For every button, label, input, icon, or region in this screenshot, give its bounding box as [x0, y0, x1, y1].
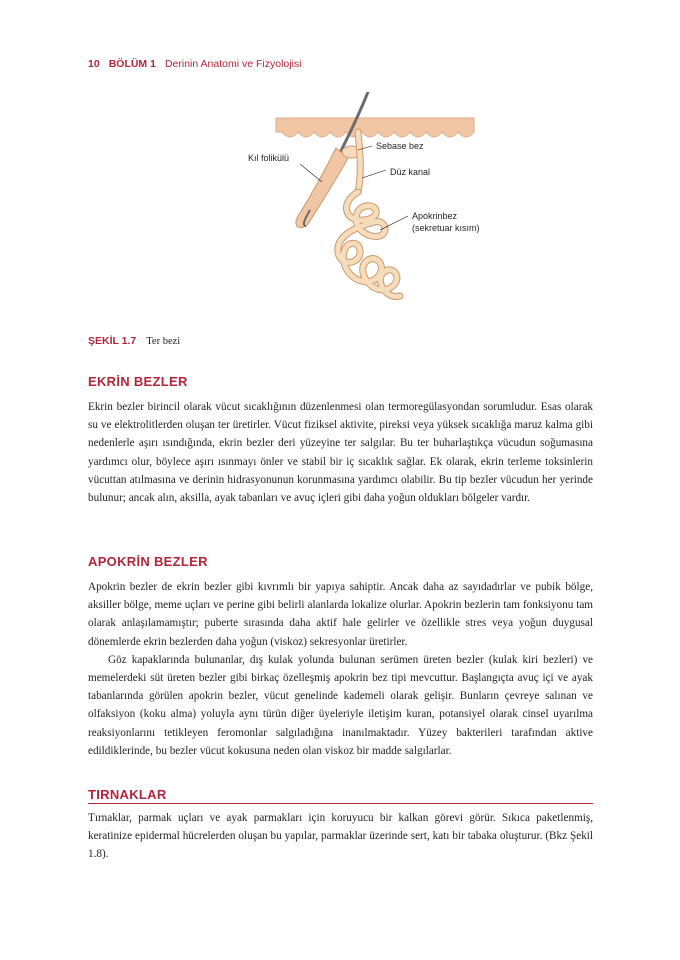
figure-caption — [88, 335, 180, 347]
heading-eccrine-glands: EKRİN BEZLER — [88, 374, 188, 389]
chapter-label: BÖLÜM 1 — [108, 58, 156, 70]
label-apocrine-gland: Apokrinbez — [412, 211, 458, 221]
apocrine-paragraph-1: Apokrin bezler de ekrin bezler gibi kıvrımlı bir yapıya sahiptir. Ancak daha az sayıdadırlar ve pubik bölge, aksiller bölge, meme uçları ve perine gibi belirli alanlarda lokalize olurlar. Apokrin bezlerin tam fonksiyonu tam olarak anlaşılamamıştır; puberte sırasında daha aktif hale gelirler ve özellikle stres veya yoğun duygusal dönemlerde ekrin bezlerden daha yoğun (viskoz) sekresyonlar üretirler. — [88, 581, 593, 648]
page-number: 10 — [88, 58, 100, 70]
label-duct: Düz kanal — [390, 167, 431, 177]
caption-text: Ter bezi — [146, 336, 181, 347]
chapter-title: Derinin Anatomi ve Fizyolojisi — [164, 58, 302, 70]
label-sebaceous-gland: Sebase bez — [376, 141, 424, 151]
label-secretory-part: (sekretuar kısım) — [412, 223, 480, 233]
nails-paragraph-block — [88, 809, 593, 864]
heading-nails: TIRNAKLAR — [88, 787, 593, 804]
caption-number: ŞEKİL 1.7 — [88, 335, 137, 347]
hair-follicle — [296, 148, 348, 228]
eccrine-paragraph: Ekrin bezler birincil olarak vücut sıcaklığının düzenlenmesi olan termoregülasyondan sorumludur. Esas olarak su ve elektrolitlerden oluşan ter üretirler. Vücut fiziksel aktivite, pireksi veya yüksek sıcaklığa maruz kalma gibi nedenlerle aşırı ısındığında, ekrin bezler deri yüzeyine ter salgılar. Bu ter buharlaştıkça vücudun soğumasına yardımcı olur, böylece aşırı ısınmayı önler ve stabil bir iç sıcaklık sağlar. Ek olarak, ekrin terleme toksinlerin vücuttan atılmasına ve derinin hidrasyonunun korunmasına yardımcı olabilir. Bu tip bezler vücudun her yerinde bulunur; ancak alın, aksilla, ayak tabanları ve avuç içleri gibi daha yoğun oldukları bölgeler vardır. — [88, 401, 593, 505]
running-head — [88, 58, 302, 70]
heading-apocrine-glands: APOKRİN BEZLER — [88, 554, 208, 569]
apocrine-paragraph-2: Göz kapaklarında bulunanlar, dış kulak yolunda bulunan serümen üreten bezler (kulak kiri bezleri) ve memelerdeki süt üreten bezler gibi birkaç özelleşmiş apokrin bez tipi mevcuttur. Başlangıçta avuç içi ve ayak tabanlarında görülen apokrin bezler, vücut genelinde kademeli olarak gelişir. Bunların çevreye salınan ve olfaksiyon (koku alma) yoluyla aynı türün diğer üyeleriyle iletişim kuran, potansiyel olarak cinsel uyarılma reaksiyonlarını tetikleyen feromonlar salgıladığına inanılmaktadır. Yüzey bakterileri tarafından aktive edildiklerinde, bu bezler vücut kokusuna neden olan viskoz bir madde salgılarlar. — [88, 653, 593, 757]
sweat-gland-figure — [240, 92, 510, 332]
sweat-gland-illustration — [240, 92, 510, 332]
eccrine-paragraph-block — [88, 398, 593, 507]
label-hair-follicle: Kıl folikülü — [248, 153, 290, 163]
nails-paragraph: Tırnaklar, parmak uçları ve ayak parmakları için koruyucu bir kalkan görevi görür. Sıkıca paketlenmiş, keratinize epidermal hücrelerden oluşan bu yapılar, parmaklar üzerinde sert, katı bir tabaka oluşturur. (Bkz Şekil 1.8). — [88, 812, 593, 861]
apocrine-paragraph-block — [88, 578, 593, 760]
skin-surface — [276, 118, 474, 137]
